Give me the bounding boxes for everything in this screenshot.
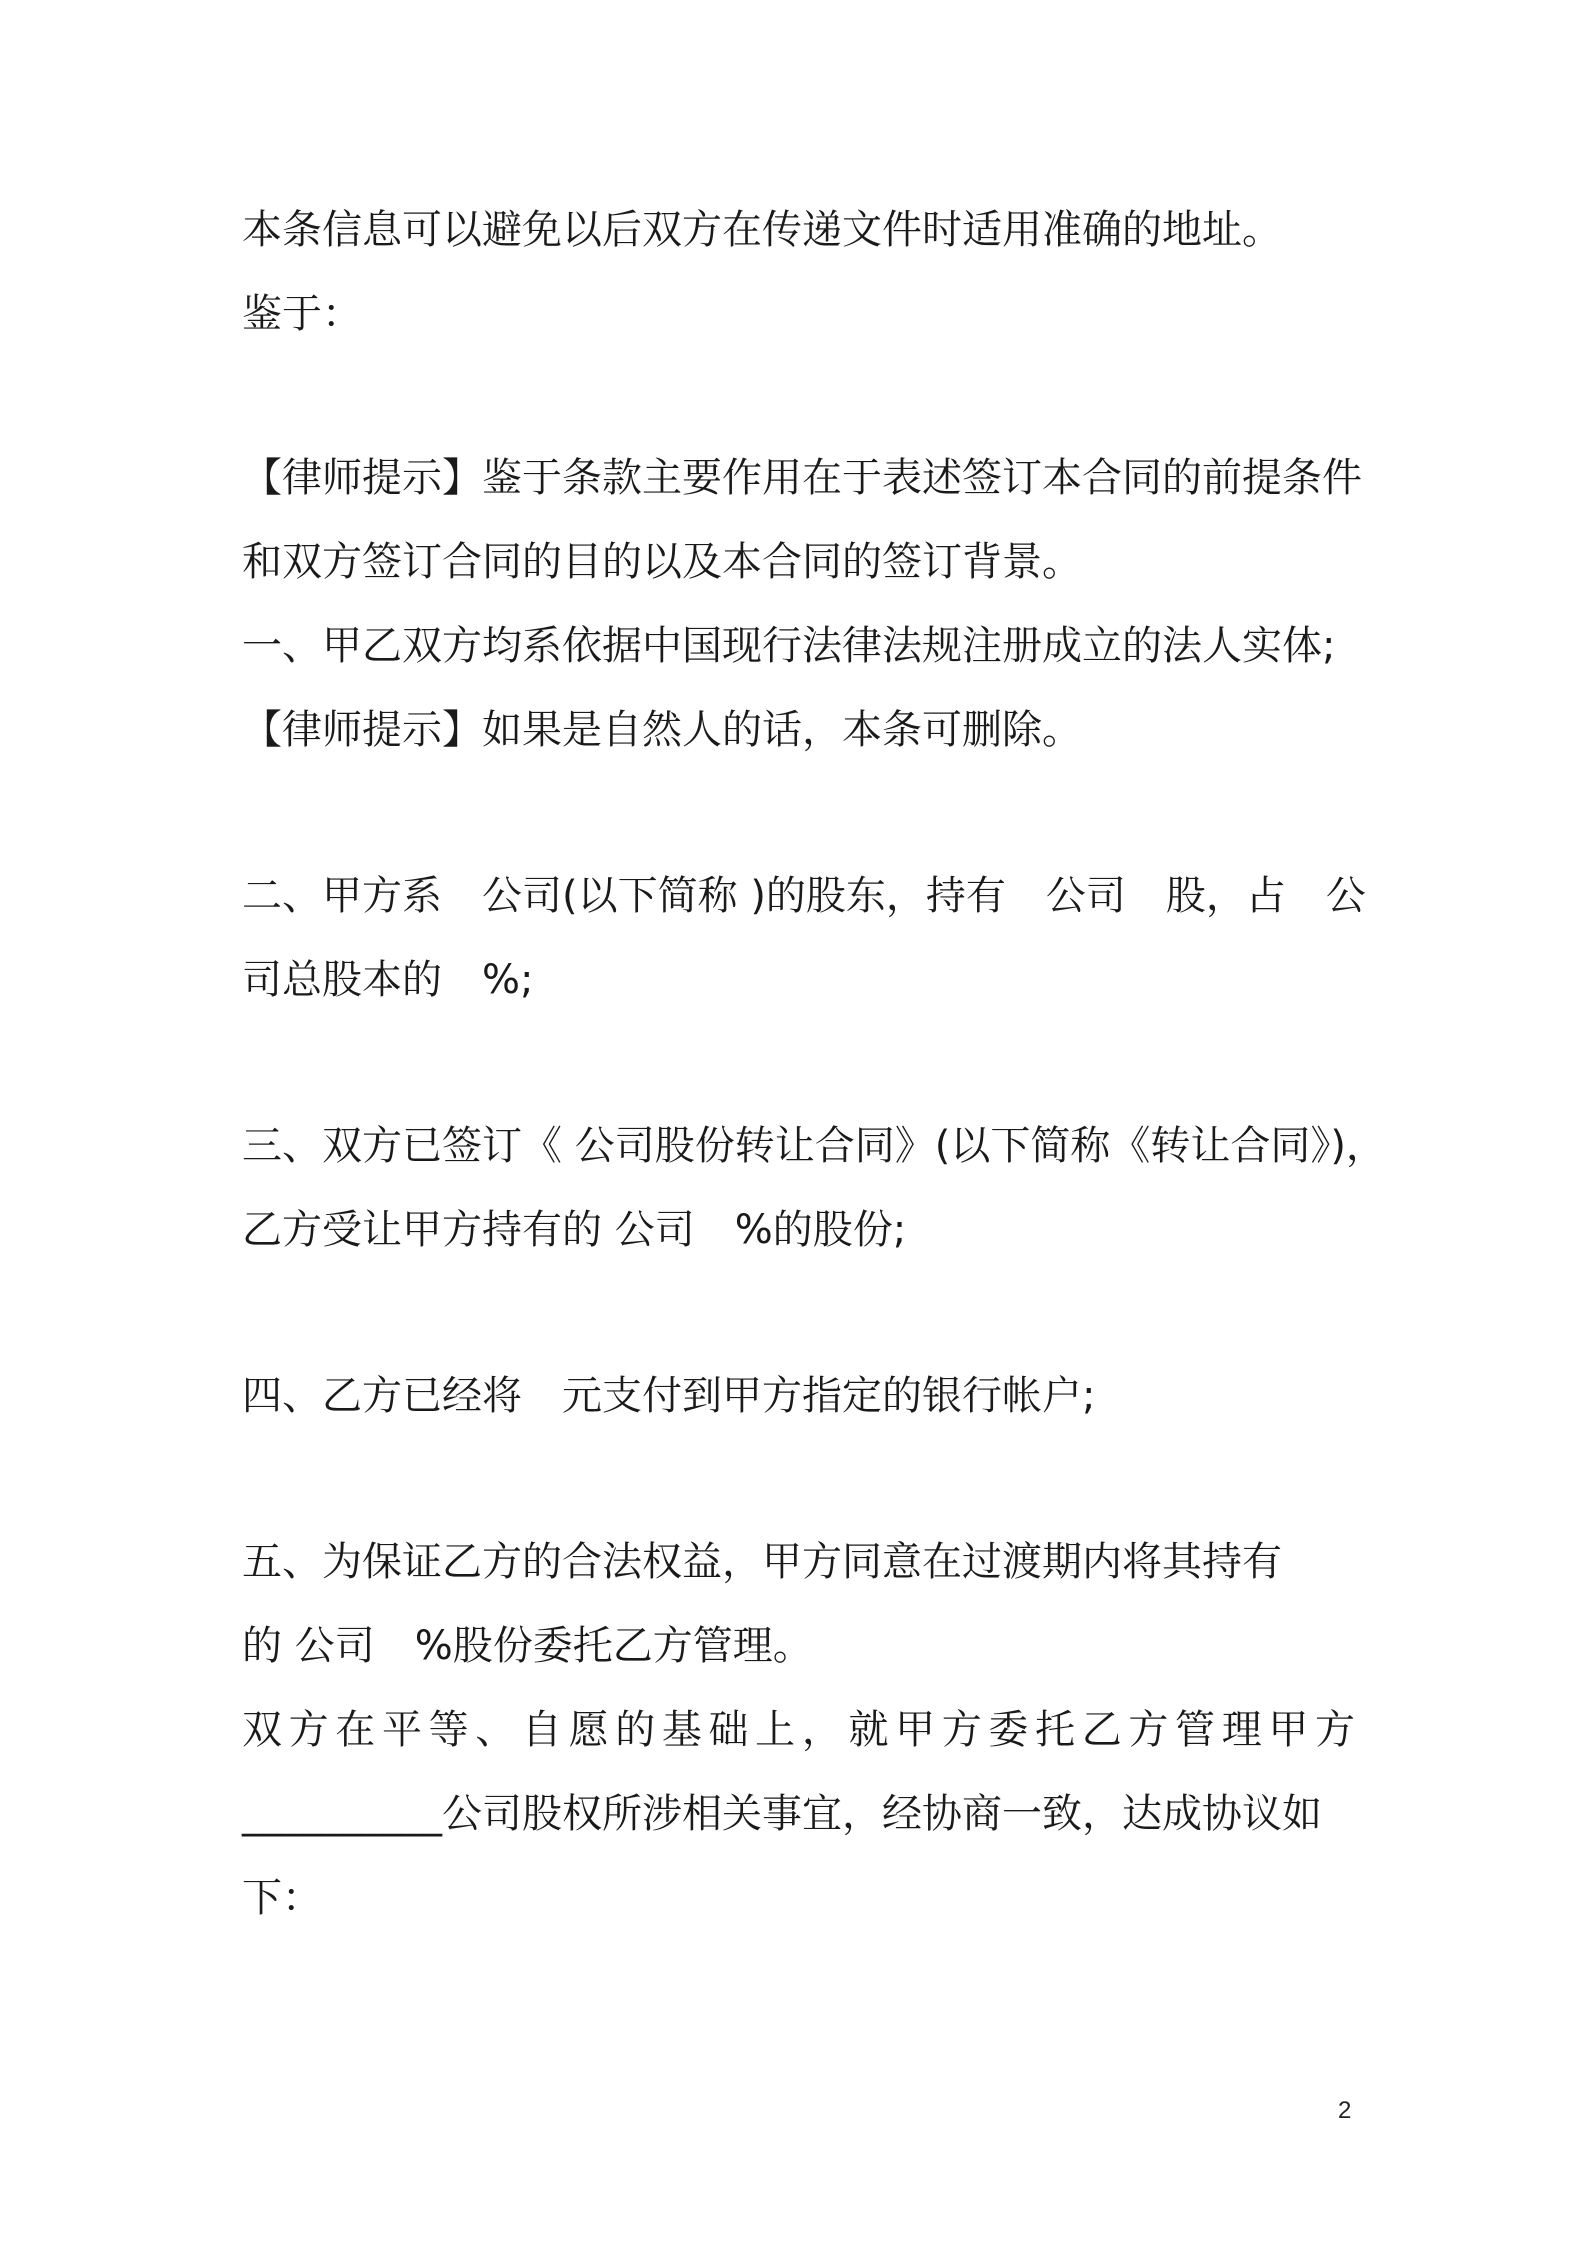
paragraph-line: 二、甲方系 公司(以下简称 )的股东，持有 公司 股，占 公 bbox=[242, 873, 1366, 919]
paragraph-line: 司总股本的 %; bbox=[242, 957, 534, 1003]
section-heading: 鉴于： bbox=[242, 291, 362, 337]
paragraph-line: 五、为保证乙方的合法权益，甲方同意在过渡期内将其持有 bbox=[242, 1539, 1282, 1585]
paragraph-line: 三、双方已签订《 公司股份转让合同》(以下简称《转让合同》)， bbox=[242, 1123, 1386, 1169]
paragraph-line: 下： bbox=[242, 1875, 322, 1921]
paragraph-line: 四、乙方已经将 元支付到甲方指定的银行帐户; bbox=[242, 1373, 1096, 1419]
page-number: 2 bbox=[1338, 2097, 1352, 2124]
paragraph-line: 一、甲乙双方均系依据中国现行法律法规注册成立的法人实体; bbox=[242, 623, 1336, 669]
paragraph-line: 双方在平等、自愿的基础上，就甲方委托乙方管理甲方 bbox=[242, 1707, 1355, 1753]
paragraph-line: 【律师提示】如果是自然人的话，本条可删除。 bbox=[242, 707, 1082, 753]
paragraph-line: 和双方签订合同的目的以及本合同的签订背景。 bbox=[242, 539, 1082, 585]
paragraph-line: 的 公司 %股份委托乙方管理。 bbox=[242, 1623, 813, 1669]
paragraph-line: 乙方受让甲方持有的 公司 %的股份; bbox=[242, 1207, 907, 1253]
paragraph-line: 本条信息可以避免以后双方在传递文件时适用准确的地址。 bbox=[242, 207, 1282, 253]
paragraph-line: 【律师提示】鉴于条款主要作用在于表述签订本合同的前提条件 bbox=[242, 455, 1362, 501]
paragraph-line: __________公司股权所涉相关事宜，经协商一致，达成协议如 bbox=[242, 1791, 1322, 1837]
